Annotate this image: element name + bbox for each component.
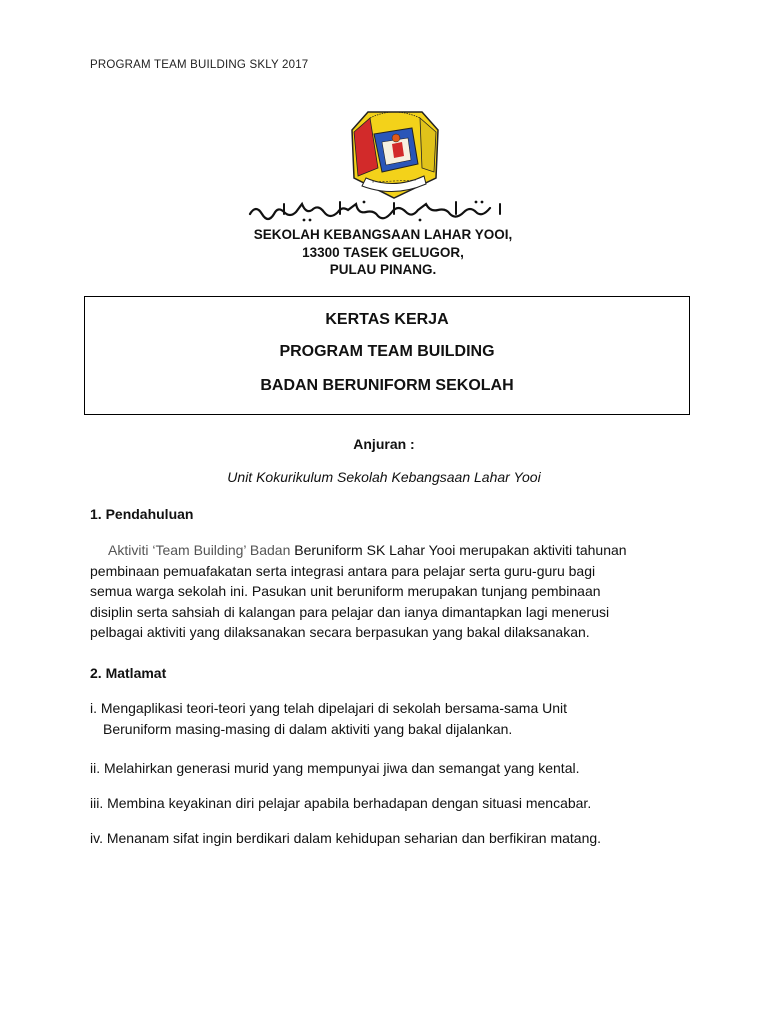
title-line-3: BADAN BERUNIFORM SEKOLAH — [260, 377, 514, 394]
school-crest-logo — [348, 108, 440, 200]
organizer-label: Anjuran : — [353, 436, 415, 452]
address-line-2: 13300 TASEK GELUGOR, — [302, 244, 464, 260]
title-line-1: KERTAS KERJA — [325, 311, 449, 328]
objective-item-2: ii. Melahirkan generasi murid yang mempunyai jiwa dan semangat yang kental. — [90, 760, 580, 776]
paragraph-line-5: pelbagai aktiviti yang dilaksanakan secara berpasukan yang bakal dilaksanakan. — [90, 624, 590, 640]
paragraph-line-1-rest: Beruniform SK Lahar Yooi merupakan aktiviti tahunan — [290, 542, 627, 558]
title-box — [84, 296, 690, 415]
address-line-3: PULAU PINANG. — [329, 262, 437, 277]
objective-item-3: iii. Membina keyakinan diri pelajar apabila berhadapan dengan situasi mencabar. — [90, 795, 592, 811]
section-2-heading: 2. Matlamat — [90, 665, 167, 681]
running-header: PROGRAM TEAM BUILDING SKLY 2017 — [90, 59, 309, 71]
paragraph-line-2: pembinaan pemuafakatan serta integrasi antara para pelajar serta guru-guru bagi — [90, 562, 596, 579]
paragraph-lead-text: Aktiviti ‘Team Building’ Badan — [108, 542, 291, 558]
organizer-name: Unit Kokurikulum Sekolah Kebangsaan Lahar Yooi — [227, 469, 541, 485]
objective-item-1 — [90, 698, 700, 739]
paragraph-line-4: disiplin serta sahsiah di kalangan para pelajar dan ianya dimantapkan lagi menerusi — [90, 603, 610, 620]
paragraph-line-3: semua warga sekolah ini. Pasukan unit beruniform merupakan tunjang pembinaan — [90, 583, 601, 599]
section-1-paragraph — [90, 540, 690, 643]
title-line-2: PROGRAM TEAM BUILDING — [279, 343, 495, 360]
objective-item-4: iv. Menanam sifat ingin berdikari dalam kehidupan seharian dan berfikiran matang. — [90, 830, 602, 846]
objective-1-line-2: Beruniform masing-masing di dalam aktiviti yang bakal dijalankan. — [103, 720, 513, 737]
school-address — [0, 226, 768, 279]
address-line-1: SEKOLAH KEBANGSAAN LAHAR YOOI, — [253, 227, 513, 242]
jawi-school-name — [244, 198, 534, 224]
section-1-heading: 1. Pendahuluan — [90, 506, 194, 522]
objective-1-line-1: i. Mengaplikasi teori-teori yang telah dipelajari di sekolah bersama-sama Unit — [90, 700, 568, 716]
